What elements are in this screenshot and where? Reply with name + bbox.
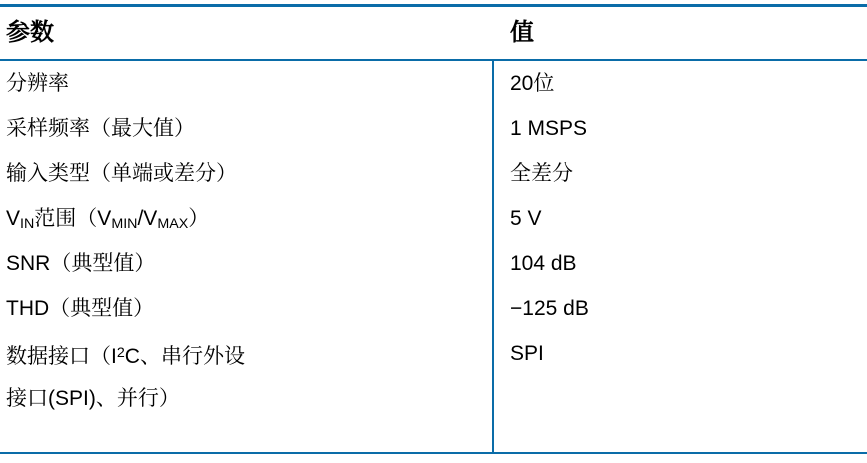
table-row [0, 331, 867, 376]
cell-parameter: 分辨率 [6, 72, 69, 95]
table-header-row [0, 9, 867, 57]
cell-value: 全差分 [510, 162, 573, 185]
cell-parameter-data-interface: 数据接口（$I^2C$、串行外设 [6, 344, 245, 368]
table-top-rule [0, 4, 867, 7]
table-row [0, 286, 867, 331]
cell-value: 104 dB [510, 252, 577, 275]
cell-parameter: 采样频率（最大值） [6, 117, 195, 140]
table-bottom-rule [0, 452, 867, 454]
table-row [0, 241, 867, 286]
table-row [0, 151, 867, 196]
table-row-continuation [0, 376, 867, 421]
cell-parameter: SNR（典型值） [6, 252, 156, 275]
table-row [0, 106, 867, 151]
cell-value: −125 dB [510, 297, 589, 320]
cell-value: 1 MSPS [510, 117, 588, 140]
cell-parameter: THD（典型值） [6, 297, 155, 320]
table-row [0, 61, 867, 106]
cell-value: SPI [510, 342, 544, 365]
cell-parameter-vin-range: $V_{IN}$范围$(V_{MIN}/V_{MAX})$ [6, 207, 210, 233]
cell-parameter: 接口(SPI)、并行） [6, 387, 180, 410]
cell-value: 5 V [510, 207, 542, 230]
column-header-parameter: 参数 [6, 19, 54, 46]
column-header-value: 值 [510, 19, 534, 46]
table-row [0, 196, 867, 241]
cell-value: 20位 [510, 72, 555, 95]
table-body [0, 61, 867, 421]
cell-parameter: 输入类型（单端或差分） [6, 162, 237, 185]
